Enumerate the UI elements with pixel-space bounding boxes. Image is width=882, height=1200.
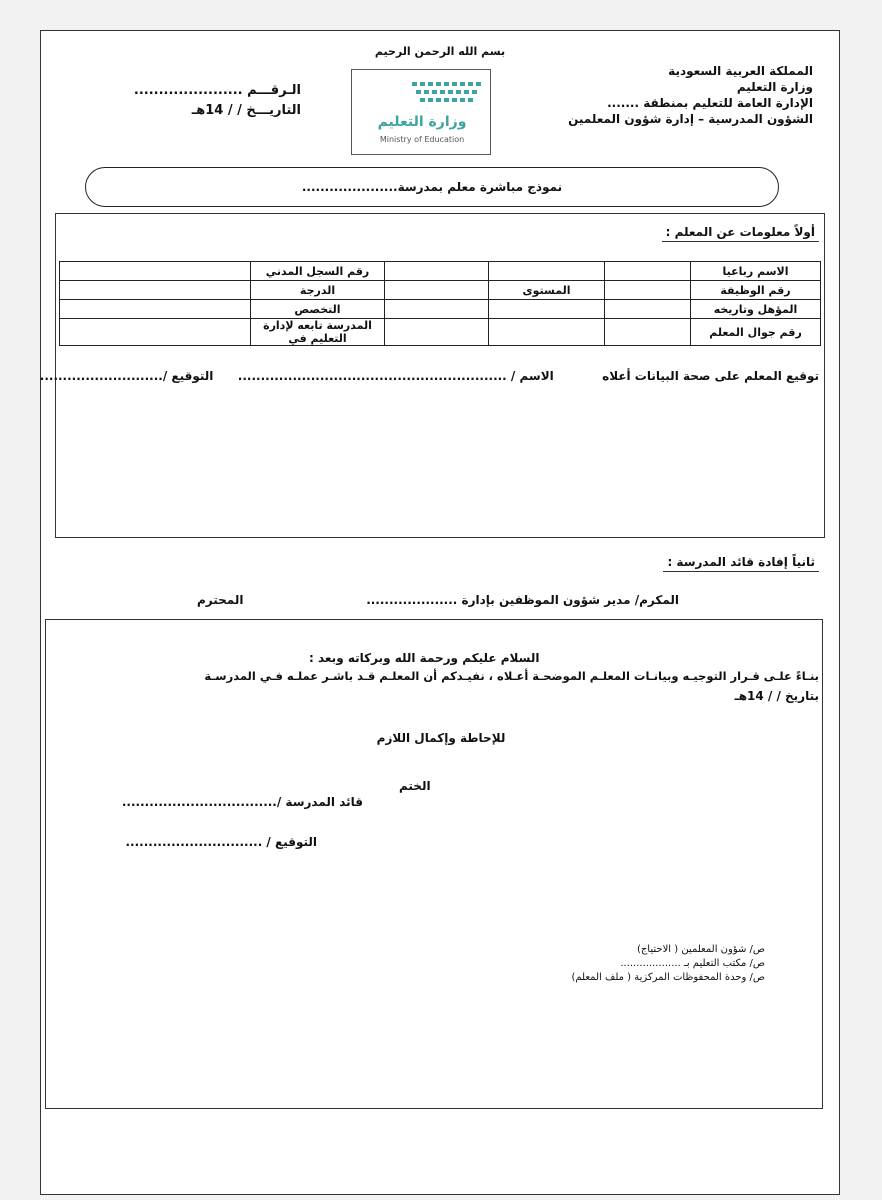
table-cell: التخصص	[251, 300, 385, 319]
table-cell: الاسم رباعيا	[691, 262, 821, 281]
table-cell[interactable]	[605, 262, 691, 281]
greeting-line: السلام عليكم ورحمة الله وبركاته وبعد :	[309, 651, 540, 665]
leader-signature-field[interactable]: التوقيع / ..............................	[125, 835, 317, 849]
section1-title: أولاً معلومات عن المعلم :	[662, 223, 819, 242]
table-cell[interactable]	[60, 300, 251, 319]
table-cell: المؤهل وتاريخه	[691, 300, 821, 319]
table-cell[interactable]	[605, 319, 691, 346]
table-cell[interactable]	[385, 262, 489, 281]
table-row	[60, 319, 821, 346]
table-cell[interactable]	[385, 281, 489, 300]
table-row	[60, 300, 821, 319]
leader-name-field[interactable]: قائد المدرسة /..................................	[121, 795, 363, 809]
teacher-sign-field[interactable]: التوقيع /...........................	[39, 369, 214, 383]
reference-date: التاريـــخ / / 14هـ	[191, 103, 301, 118]
table-cell[interactable]	[60, 281, 251, 300]
table-cell: الدرجة	[251, 281, 385, 300]
table-cell[interactable]	[385, 319, 489, 346]
table-cell: رقم السجل المدني	[251, 262, 385, 281]
table-cell[interactable]	[605, 281, 691, 300]
directorate-name: الإدارة العامة للتعليم بمنطقة .......	[607, 96, 813, 110]
closing-line: للإحاطة وإكمال اللازم	[376, 731, 506, 745]
table-cell: رقم الوظيفة	[691, 281, 821, 300]
table-cell[interactable]	[385, 300, 489, 319]
addressee-line: المكرم/ مدير شؤون الموظفين بإدارة ....................	[366, 593, 679, 607]
leader-statement-box	[45, 619, 823, 1109]
document-page	[40, 30, 840, 1195]
table-cell[interactable]	[489, 262, 605, 281]
basmala: بسم الله الرحمن الرحيم	[374, 45, 506, 58]
form-title: نموذج مباشرة معلم بمدرسة.....................	[85, 167, 779, 207]
cc-list	[571, 943, 765, 985]
kingdom-name: المملكة العربية السعودية	[668, 64, 813, 78]
logo-arabic-text: وزارة التعليم	[377, 114, 467, 130]
teacher-signature-line	[39, 369, 819, 383]
reference-number: الـرقـــم ......................	[133, 83, 301, 98]
statement-body-line2: بتاريخ / / 14هـ	[734, 689, 819, 703]
respect-word: المحترم	[197, 593, 244, 607]
table-cell[interactable]	[60, 319, 251, 346]
table-cell[interactable]	[60, 262, 251, 281]
affairs-name: الشؤون المدرسية – إدارة شؤون المعلمين	[568, 112, 813, 126]
teacher-signature-label: توقيع المعلم على صحة البيانات أعلاه	[602, 369, 819, 383]
ministry-logo	[351, 69, 491, 155]
ministry-logo-icon	[352, 70, 490, 154]
section2-title: ثانياً إفادة قائد المدرسة :	[663, 553, 819, 572]
table-cell[interactable]	[489, 319, 605, 346]
table-cell[interactable]	[605, 300, 691, 319]
logo-english-text: Ministry of Education	[379, 135, 465, 144]
teacher-info-table	[59, 261, 821, 346]
header-right-block	[568, 63, 813, 127]
table-cell: المستوى	[489, 281, 605, 300]
teacher-name-field[interactable]: الاسم / ...........................................................	[237, 369, 554, 383]
cc-item: ص/ شؤون المعلمين ( الاحتياج)	[636, 944, 765, 955]
table-cell[interactable]	[489, 300, 605, 319]
table-row	[60, 262, 821, 281]
ministry-name: وزارة التعليم	[736, 80, 813, 94]
header-left-block	[111, 81, 301, 121]
seal-label: الختم	[399, 779, 431, 793]
table-cell: المدرسة تابعه لإدارة التعليم في	[251, 319, 385, 346]
cc-item: ص/ مكتب التعليم بـ ...................	[620, 958, 765, 969]
statement-body-line1: بنـاءً علـى قـرار التوجيـه وبيانـات المعلـم الموضحـة أعـلاه ، نفيـدكم أن المعلـم قـد باشـر عملـه فـي المدرسـة	[204, 669, 819, 683]
table-row	[60, 281, 821, 300]
table-cell: رقم جوال المعلم	[691, 319, 821, 346]
cc-item: ص/ وحدة المحفوظات المركزية ( ملف المعلم)	[571, 972, 765, 983]
